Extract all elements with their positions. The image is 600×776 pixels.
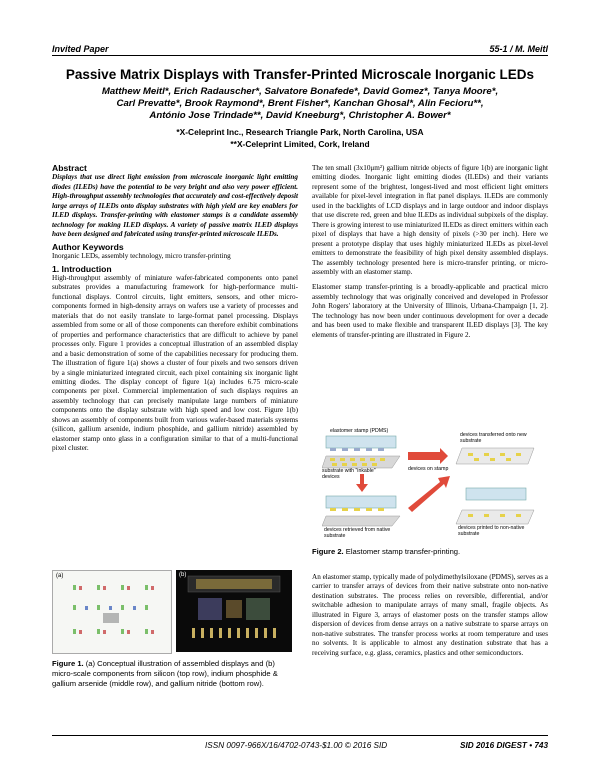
abstract-heading: Abstract: [52, 163, 87, 173]
intro-heading: 1. Introduction: [52, 263, 112, 274]
figure1b-svg: [176, 570, 292, 652]
keywords-heading: Author Keywords: [52, 241, 124, 252]
header-left: Invited Paper: [52, 44, 109, 54]
figure2-diagram: [322, 428, 538, 538]
footer-digest: SID 2016 DIGEST • 743: [460, 741, 548, 750]
figure1b-label: (b): [179, 572, 187, 578]
figure2-label-printed: devices transferred onto new substrate: [460, 432, 527, 444]
header-right: 55-1 / M. Meitl: [489, 44, 548, 54]
paper-title: Passive Matrix Displays with Transfer-Printed Microscale Inorganic LEDs: [65, 67, 535, 82]
right-paragraph-1: The ten small (3x10μm²) gallium nitride objects of figure 1(b) are inorganic light emitting diodes. Inorganic light emitting diodes (ILEDs) and their variants represent some of the brightest, longest-lived and most efficient light emitters available for pixel-level integration in flat panel displays. ILEDs are commonly used in the backlights of LCD displays and in large outdoor and indoor displays that use discrete red, green and blue ILEDs as individual subpixels of the display. There is growing interest to use miniaturized ILEDs as direct emitters within each pixel of displays that have a high density of pixels (>30 per inch). Here we present a prototype display that uses highly miniaturized ILEDs as pixel-level emitters to demonstrate the feasibility of high pixel density assembled displays. The assembly technology presented here is micro-transfer printing, or micro-assembly with an elastomer stamp.: [312, 164, 548, 276]
affiliation-2: **X-Celeprint Limited, Cork, Ireland: [230, 139, 370, 149]
right-column-lower: [312, 573, 548, 664]
author-line: Carl Prevatte*, Brook Raymond*, Brent Fisher*, Kanchan Ghosal*, Alin Fecioru**,: [116, 98, 484, 110]
footer-issn: ISSN 0097-966X/16/4702-0743-$1.00 © 2016 SID: [205, 741, 388, 750]
figure2-caption-label: Figure 2.: [312, 547, 344, 556]
affiliation-1: *X-Celeprint Inc., Research Triangle Park, North Carolina, USA: [176, 127, 424, 137]
header-rule: [52, 55, 548, 56]
left-column: [52, 164, 298, 460]
figure1-caption: [52, 659, 298, 688]
figure2-label-substrate: substrate with "inkable" devices: [322, 468, 376, 480]
figure2-caption-text: Elastomer stamp transfer-printing.: [343, 547, 461, 556]
figure1-caption-text: (a) Conceptual illustration of assembled displays and (b) micro-scale components from silicon (top row), indium phosphide & gallium arsenide (middle row), and gallium nitride (bottom row).: [52, 659, 278, 688]
right-paragraph-3: An elastomer stamp, typically made of polydimethylsiloxane (PDMS), serves as a carrier to transfer arrays of devices from their native substrate onto non-native destination substrates. The process relies on reversible, differential, and/or switchable adhesion to manipulate arrays of many small, fragile objects. As illustrated in Figure 3, arrays of elastomer posts on the transfer stamps allow dispersion of devices from dense arrays on a native substrate to sparse arrays on non-native substrates. The transfer process works at room temperature and uses no solvents. It is applicable to almost any destination substrate that has a receiving surface, e.g. glass, ceramics, plastics and other semiconductors.: [312, 573, 548, 657]
figure2-label-stamp: elastomer stamp (PDMS): [330, 428, 389, 434]
figure1-caption-label: Figure 1.: [52, 659, 84, 668]
figure2-label-assembled: devices printed to non-native substrate: [458, 525, 525, 537]
figure1b-micrograph: [176, 570, 292, 652]
figure2-label-devices: devices on stamp: [408, 466, 449, 472]
figure1a-illustration: [52, 570, 172, 654]
figure2-caption: [312, 547, 548, 557]
figure2-label-retrieved: devices retrieved from native substrate: [324, 527, 391, 539]
figure1a-svg: [53, 571, 171, 653]
figure1a-label: (a): [56, 573, 64, 579]
figure2-svg: [322, 428, 538, 538]
footer-rule: [52, 735, 548, 736]
right-paragraph-2: Elastomer stamp transfer-printing is a broadly-applicable and practical micro assembly technology that was originally conceived and developed in Professor John Rogers' laboratory at the University of Illinois, Urbana-Champaign [1, 2]. The technology has now been under continuous development for over a decade and has been used to make flexible and transparent ILED displays [3]. The key elements of transfer-printing are illustrated in Figure 2.: [312, 283, 548, 339]
author-list: [60, 86, 540, 123]
author-line: António Jose Trindade**, David Kneeburg*, Christopher A. Bower*: [149, 110, 451, 122]
intro-text: High-throughput assembly of miniature wafer-fabricated components onto panel substrates provides a manufacturing framework for high-performance multi-functional displays. Control circuits, light emitters, sensors, and other micro-components formed in high-density arrays on wafers use a variety of processes and materials that do not easily translate to large-format panel processing. Displays assembled from some or all of those components can therefore exhibit combinations of properties and performance characteristics that are difficult to achieve by panel processes only. Figure 1 provides a conceptual illustration of an assembled display and a basic demonstration of some of the capabilities necessary for producing them. The illustration of figure 1(a) shows a cluster of four pixels and two sensors driven by a single miniaturized integrated circuit, each pixel containing six inorganic light emitting diodes. The display concept of figure 1(a) includes 6.75 micro-scale components per pixel. Commercial implementation of such displays requires an assembly technology that can precisely manipulate large numbers of miniature components onto the display substrate with high speed and low cost. Figure 1(b) shows an assembly of components built from various wafer-based materials systems (silicon, gallium arsenide, indium phosphide, and gallium nitride) assembled by elastomer stamp onto glass in a configuration similar to that of a multi-functional pixel cluster.: [52, 273, 298, 453]
abstract-text: Displays that use direct light emission from microscale inorganic light emitting diodes (ILEDs) have the potential to be very bright and also very power efficient. High-throughput assembly technologies that accurately and cost-effectively deposit large arrays of ILEDs onto display substrates with high yield are key enablers for ILED displays. Transfer-printing with elastomer stamps is a candidate assembly technology for making ILED displays. A variety of passive matrix ILED displays have been designed and fabricated using transfer-printed microscale ILEDs.: [52, 173, 298, 239]
keywords-text: Inorganic LEDs, assembly technology, micro transfer-printing: [52, 252, 231, 261]
author-line: Matthew Meitl*, Erich Radauscher*, Salvatore Bonafede*, David Gomez*, Tanya Moore*,: [101, 86, 499, 97]
right-column: [312, 164, 548, 346]
